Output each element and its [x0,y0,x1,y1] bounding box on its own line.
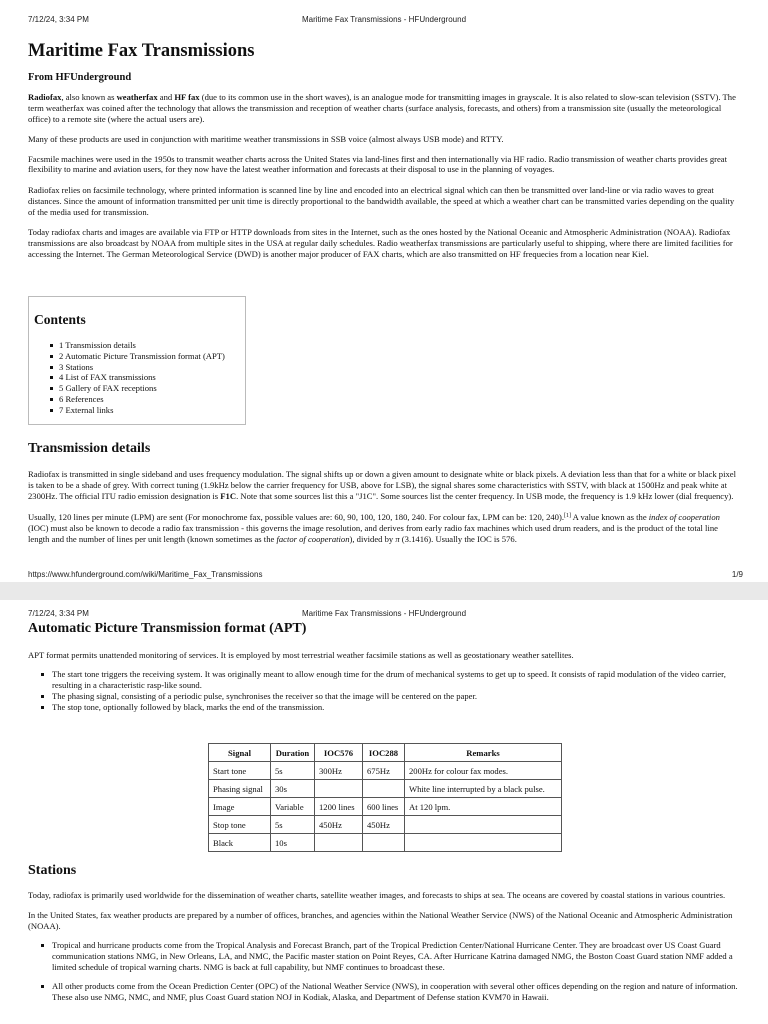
table-row [209,816,562,834]
print-header [0,604,768,620]
paragraph: Facsmile machines were used in the 1950s to transmit weather charts across the United States via land-lines first and then internationally via HF radio. Radio transmission of weather charts provides great flexibility to marine and aviation users, for they now have the latest weather information and forecasts at their disposal to use in the planning of voyages. [28,153,728,175]
table-row [209,798,562,816]
table-cell: 450Hz [315,816,363,834]
toc-title: Contents [34,312,86,327]
column-header: Signal [209,744,271,762]
list-item: Tropical and hurricane products come from the Tropical Analysis and Forecast Branch, part of the Tropical Prediction Center/National Hurricane Center. They are broadcast over US Coast Guard communication stations NMG, in New Orleans, LA, and NMC, the Pacific master station on Point Reyes, CA. After Hurricane Katrina damaged NMG, the Boston Coast Guard station NMF added a limited schedule of tropical warning charts. NMG is back at full capability, but NMF continues to broadcast these. [28,940,740,973]
apt-signal-table [208,743,562,852]
column-header: IOC288 [363,744,405,762]
text-run: A value known as the [570,511,649,522]
intro-text: and [157,91,175,102]
term-radiofax: Radiofax [28,91,62,102]
section-stations [28,862,740,1003]
table-of-contents [28,296,246,425]
toc-list [50,340,225,416]
print-datetime: 7/12/24, 3:34 PM [28,15,89,24]
print-page-2 [0,600,768,1024]
column-header: IOC576 [315,744,363,762]
section-heading: Transmission details [28,441,151,456]
table-cell: 200Hz for colour fax modes. [405,762,562,780]
site-sub: From HFUnderground [28,72,132,83]
toc-item[interactable]: 4 List of FAX transmissions [50,372,225,383]
column-header: Duration [271,744,315,762]
print-header [0,10,768,26]
list-item: The stop tone, optionally followed by black, marks the end of the transmission. [28,702,740,713]
section-transmission [28,440,740,544]
section-heading: Automatic Picture Transmission format (APT) [28,621,307,636]
toc-item[interactable]: 2 Automatic Picture Transmission format (APT) [50,351,225,362]
table-cell [405,816,562,834]
toc-item[interactable]: 6 References [50,394,225,405]
paragraph [28,469,740,502]
paragraph: Today, radiofax is primarily used worldwide for the dissemination of weather charts, satellite weather images, and forecasts to ships at sea. The oceans are covered by coastal stations in various countries. [28,890,726,900]
page-number: 1/9 [731,570,743,579]
table-cell [363,780,405,798]
paragraph: In the United States, fax weather products are prepared by a number of offices, branches, and agencies within the National Weather Service (NWS) of the National Oceanic and Atmospheric Administration (NOAA). [28,909,733,931]
section-heading: Stations [28,863,77,878]
table-cell: 450Hz [363,816,405,834]
toc-item[interactable]: 3 Stations [50,362,225,373]
apt-list [28,669,740,713]
intro-paragraph [28,92,740,125]
text-run: Usually, 120 lines per minute (LPM) are sent (For monochrome fax, possible values are: 60, 90, 100, 120, 180, 240. For colour fax, LPM can be: 120, 240). [28,511,564,522]
toc-item[interactable]: 5 Gallery of FAX receptions [50,383,225,394]
table-cell: 600 lines [363,798,405,816]
table-cell: 5s [271,762,315,780]
list-item: The phasing signal, consisting of a periodic pulse, synchronises the receiver so that the image will be centered on the paper. [28,691,740,702]
text-run: ), divided by [349,533,396,544]
text-run: (IOC) must also be known to decode a radio fax transmission - this governs the image resolution, and derives from early radio fax machines which used drum readers, and is the product of the total line length and the number of lines per unit length (known sometimes as the [28,522,718,544]
table-row [209,780,562,798]
text-run: (3.1416). Usually the IOC is 576. [399,533,517,544]
term-factor: factor of cooperation [276,533,350,544]
table-cell: Start tone [209,762,271,780]
print-doc-title: Maritime Fax Transmissions - HFUnderground [301,15,467,24]
text-run: . Note that some sources list this a "J1C". Some sources list the center frequency. In USB mode, the frequency is 1.9 kHz lower (dial frequency). [236,490,734,501]
paragraph: Today radiofax charts and images are available via FTP or HTTP downloads from sites in the Internet, such as the ones hosted by the National Oceanic and Atmospheric Administration (NOAA). Radiofax transmissions are also broadcast by NOAA from multiple sites in the USA at regular daily schedules. Radio weatherfax transmissions are particularly useful to shipping, where there are limited facilities for accessing the Internet. The German Meteorological Service (DWD) is another major producer of FAX charts, which are also transmitted on HF frequecies from a location near Kiel. [28,227,733,259]
paragraph: Many of these products are used in conjunction with maritime weather transmissions in SSB voice (almost always USB mode) and RTTY. [28,133,504,144]
term-ioc: index of cooperation [648,511,720,522]
list-item: All other products come from the Ocean Prediction Center (OPC) of the National Weather Service (NWS), in cooperation with several other offices depending on the region and nature of information. These also use NMG, NMC, and NMF, plus Coast Guard station NOJ in Kodiak, Alaska, and Department of Defense station KVM70 in Hawaii. [28,981,740,1003]
paragraph [28,511,740,545]
paragraph: Radiofax relies on facsimile technology, where printed information is scanned line by line and encoded into an electrical signal which can then be transmitted over land-line or via radio waves to great distances. Since the amount of information transmitted per unit time is directly proportional to the bandwidth available, the speed at which a weather chart can be transmitted varies depending on the quality of the media used for transmission. [28,185,735,218]
table-cell: 5s [271,816,315,834]
table-cell: Phasing signal [209,780,271,798]
table-cell [315,780,363,798]
paragraph: APT format permits unattended monitoring of services. It is employed by most terrestrial weather facsimile stations as well as geostationary weather satellites. [28,650,574,660]
reference-link[interactable]: [1] [563,512,571,519]
table-cell: Image [209,798,271,816]
table-cell: Variable [271,798,315,816]
toc-item[interactable]: 7 External links [50,405,225,416]
section-apt [28,620,740,713]
table-cell: 675Hz [363,762,405,780]
table-cell [315,834,363,852]
table-cell: Stop tone [209,816,271,834]
term-weatherfax: weatherfax [116,91,158,102]
table-cell [405,834,562,852]
emission-designation: F1C [220,490,237,501]
stations-list [28,940,740,1004]
print-datetime: 7/12/24, 3:34 PM [28,609,89,618]
table-cell: At 120 lpm. [405,798,562,816]
intro-text: , also known as [61,91,117,102]
list-item: The start tone triggers the receiving system. It was originally meant to allow enough time for the drum of mechanical systems to get up to speed. It consists of rapid modulation of the video carrier, resulting in a characteristic rasp-like sound. [28,669,740,691]
table-cell: 10s [271,834,315,852]
print-url: https://www.hfunderground.com/wiki/Maritime_Fax_Transmissions [28,570,263,579]
page-gap [0,582,768,600]
print-doc-title: Maritime Fax Transmissions - HFUnderground [301,609,467,618]
table-cell: 1200 lines [315,798,363,816]
table-cell [363,834,405,852]
table-cell: Black [209,834,271,852]
term-hf-fax: HF fax [174,91,200,102]
table-row [209,762,562,780]
table-header-row [209,744,562,762]
page-title: Maritime Fax Transmissions [28,41,255,61]
table-row [209,834,562,852]
table-cell: White line interrupted by a black pulse. [405,780,562,798]
symbol-pi: π [395,533,400,544]
table-cell: 300Hz [315,762,363,780]
toc-item[interactable]: 1 Transmission details [50,340,225,351]
text-run: Radiofax is transmitted in single sideband and uses frequency modulation. The signal shifts up or down a given amount to designate white or black pixels. A deviation less than that for a white or black pixel is taken to be a shade of grey. With correct tuning (1.9kHz below the carrier frequency for USB, above for LSB), the signal shares some characteristics with SSTV, with black at 1500Hz and peak white at 2300Hz. The official ITU radio emission designation is [28,469,736,501]
intro-text: (due to its common use in the short waves), is an analogue mode for transmitting images in grayscale. It is also related to slow-scan television (SSTV). The term weatherfax was coined after the technology that allows the transmission and reception of weather charts (surface analysis, forecasts, and others) from a transmission site (usually the meteorological office) to a remote site (where the actual users are). [28,91,736,124]
article-body [28,40,740,260]
table-cell: 30s [271,780,315,798]
column-header: Remarks [405,744,562,762]
